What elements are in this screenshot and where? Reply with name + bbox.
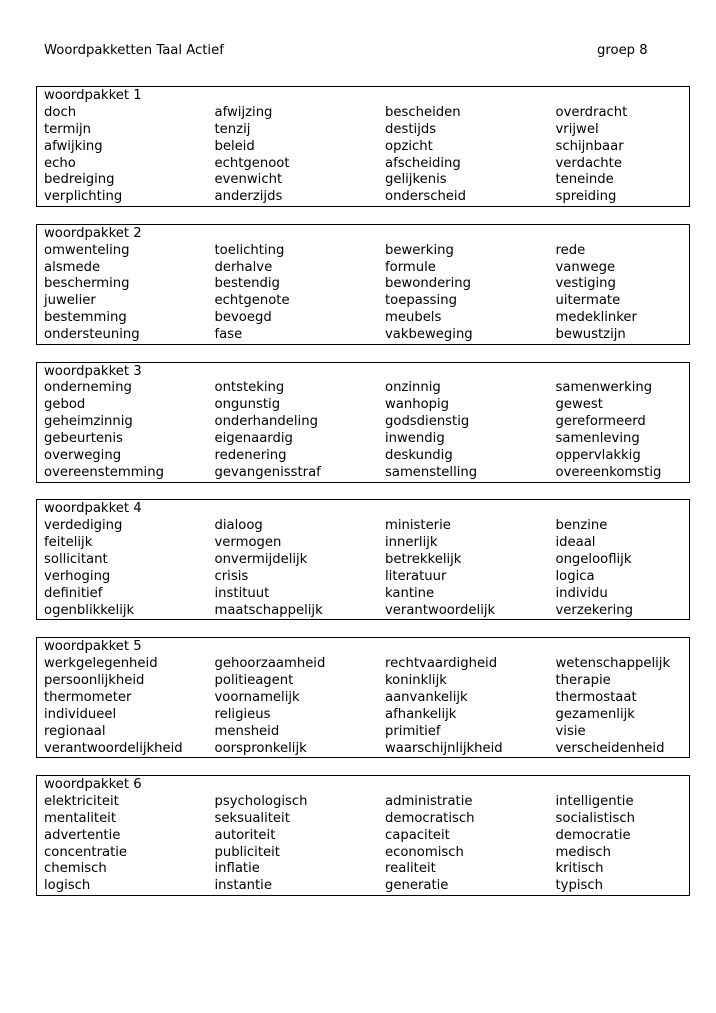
- word: voornamelijk: [214, 689, 300, 705]
- packet-title: woordpakket 4: [44, 501, 142, 517]
- word: religieus: [214, 706, 271, 722]
- word: chemisch: [44, 861, 107, 877]
- word-packet-6: [36, 775, 690, 896]
- word: toelichting: [214, 242, 285, 258]
- word: oppervlakkig: [555, 448, 641, 464]
- word: juwelier: [44, 293, 96, 309]
- word: bewondering: [385, 276, 471, 292]
- word: democratisch: [385, 810, 475, 826]
- word: bedreiging: [44, 172, 115, 188]
- word: onderhandeling: [214, 414, 318, 430]
- word: socialistisch: [555, 810, 635, 826]
- word: verdediging: [44, 518, 123, 534]
- word: alsmede: [44, 259, 101, 275]
- word: bestendig: [214, 276, 280, 292]
- word: crisis: [214, 568, 249, 584]
- word: afscheiding: [385, 155, 461, 171]
- word: gehoorzaamheid: [214, 656, 326, 672]
- word: verdachte: [555, 155, 622, 171]
- word: echtgenoot: [214, 155, 290, 171]
- word: bevoegd: [214, 310, 272, 326]
- word: aanvankelijk: [385, 689, 468, 705]
- word: tenzij: [214, 121, 251, 137]
- word: thermometer: [44, 689, 132, 705]
- word: oorspronkelijk: [214, 740, 307, 756]
- word: gevangenisstraf: [214, 464, 321, 480]
- word: mentaliteit: [44, 810, 117, 826]
- word: gewest: [555, 397, 603, 413]
- word: logica: [555, 568, 595, 584]
- word: gelijkenis: [385, 172, 447, 188]
- word: samenstelling: [385, 464, 478, 480]
- word: gereformeerd: [555, 414, 646, 430]
- word: verplichting: [44, 189, 123, 205]
- word: ongunstig: [214, 397, 281, 413]
- word-packet-5: [36, 637, 690, 758]
- word: autoriteit: [214, 827, 276, 843]
- word: toepassing: [385, 293, 457, 309]
- word: rede: [555, 242, 586, 258]
- packet-title: woordpakket 3: [44, 363, 142, 379]
- word: onvermijdelijk: [214, 552, 308, 568]
- word: werkgelegenheid: [44, 656, 158, 672]
- word: primitief: [385, 723, 441, 739]
- packet-title: woordpakket 1: [44, 88, 142, 103]
- word: verzekering: [555, 602, 633, 618]
- word: kritisch: [555, 861, 604, 877]
- word: opzicht: [385, 138, 433, 154]
- word: samenleving: [555, 431, 640, 447]
- word: democratie: [555, 827, 631, 843]
- word: medeklinker: [555, 310, 637, 326]
- word: afwijzing: [214, 104, 273, 120]
- word: ontsteking: [214, 380, 285, 396]
- word-packet-2: [36, 224, 690, 345]
- word: bescherming: [44, 276, 130, 292]
- word: onderneming: [44, 380, 132, 396]
- word: generatie: [385, 878, 449, 894]
- word: ministerie: [385, 518, 451, 534]
- document-title: Woordpakketten Taal Actief: [44, 43, 224, 58]
- word: overeenkomstig: [555, 464, 662, 480]
- word: spreiding: [555, 189, 617, 205]
- word: ongelooflijk: [555, 552, 632, 568]
- word: teneinde: [555, 172, 614, 188]
- word: logisch: [44, 878, 91, 894]
- word: bestemming: [44, 310, 127, 326]
- word: samenwerking: [555, 380, 653, 396]
- word: economisch: [385, 844, 464, 860]
- word: deskundig: [385, 448, 453, 464]
- word-grid: [44, 794, 689, 895]
- word: psychologisch: [214, 793, 308, 809]
- word: echtgenote: [214, 293, 290, 309]
- word: capaciteit: [385, 827, 450, 843]
- word: termijn: [44, 121, 92, 137]
- word: individu: [555, 585, 608, 601]
- word: wetenschappelijk: [555, 656, 671, 672]
- word: medisch: [555, 844, 611, 860]
- word: individueel: [44, 706, 117, 722]
- word: doch: [44, 104, 77, 120]
- word: echo: [44, 155, 76, 171]
- word: typisch: [555, 878, 603, 894]
- word: waarschijnlijkheid: [385, 740, 503, 756]
- word: thermostaat: [555, 689, 637, 705]
- word: sollicitant: [44, 552, 108, 568]
- word-grid: [44, 380, 689, 481]
- word: derhalve: [214, 259, 273, 275]
- word: beleid: [214, 138, 255, 154]
- word: evenwicht: [214, 172, 283, 188]
- word: uitermate: [555, 293, 621, 309]
- word: afwijking: [44, 138, 103, 154]
- word: therapie: [555, 672, 611, 688]
- word: benzine: [555, 518, 608, 534]
- word: gebeurtenis: [44, 431, 123, 447]
- word: administratie: [385, 793, 473, 809]
- word: advertentie: [44, 827, 121, 843]
- word: koninklijk: [385, 672, 447, 688]
- word: gezamenlijk: [555, 706, 635, 722]
- word: vakbeweging: [385, 327, 473, 343]
- group-label: groep 8: [597, 43, 648, 58]
- word-packets-list: [36, 86, 690, 913]
- packet-title: woordpakket 5: [44, 639, 142, 655]
- word: inwendig: [385, 431, 445, 447]
- word: wanhopig: [385, 397, 450, 413]
- word: elektriciteit: [44, 793, 119, 809]
- word: concentratie: [44, 844, 128, 860]
- word-grid: [44, 518, 689, 619]
- word: overeenstemming: [44, 464, 164, 480]
- word: anderzijds: [214, 189, 283, 205]
- word-grid: [44, 105, 689, 206]
- word: onderscheid: [385, 189, 466, 205]
- word: mensheid: [214, 723, 280, 739]
- word-packet-4: [36, 499, 690, 620]
- word: fase: [214, 327, 243, 343]
- word: omwenteling: [44, 242, 130, 258]
- word: verscheidenheid: [555, 740, 665, 756]
- packet-title: woordpakket 6: [44, 776, 142, 792]
- word: verhoging: [44, 568, 111, 584]
- word: regionaal: [44, 723, 106, 739]
- word: schijnbaar: [555, 138, 624, 154]
- word: bewustzijn: [555, 327, 626, 343]
- word: formule: [385, 259, 436, 275]
- word: geheimzinnig: [44, 414, 133, 430]
- word: meubels: [385, 310, 442, 326]
- word: definitief: [44, 585, 103, 601]
- word: verantwoordelijkheid: [44, 740, 183, 756]
- word: overweging: [44, 448, 122, 464]
- word: realiteit: [385, 861, 436, 877]
- word: ondersteuning: [44, 327, 140, 343]
- word: intelligentie: [555, 793, 634, 809]
- word: instituut: [214, 585, 270, 601]
- word: afhankelijk: [385, 706, 457, 722]
- word: verantwoordelijk: [385, 602, 496, 618]
- word: publiciteit: [214, 844, 280, 860]
- word: persoonlijkheid: [44, 672, 145, 688]
- word: onzinnig: [385, 380, 441, 396]
- word: maatschappelijk: [214, 602, 323, 618]
- word: vrijwel: [555, 121, 599, 137]
- word-grid: [44, 656, 689, 757]
- word: bewerking: [385, 242, 454, 258]
- word: destijds: [385, 121, 437, 137]
- word: literatuur: [385, 568, 447, 584]
- packet-title: woordpakket 2: [44, 225, 142, 241]
- word: redenering: [214, 448, 287, 464]
- word: inflatie: [214, 861, 260, 877]
- word-packet-3: [36, 362, 690, 483]
- word: rechtvaardigheid: [385, 656, 498, 672]
- word: politieagent: [214, 672, 294, 688]
- word: eigenaardig: [214, 431, 293, 447]
- word: vermogen: [214, 535, 282, 551]
- word-packet-1: [36, 86, 690, 207]
- word-grid: [44, 243, 689, 344]
- word: betrekkelijk: [385, 552, 462, 568]
- word: visie: [555, 723, 586, 739]
- word: instantie: [214, 878, 272, 894]
- word: vestiging: [555, 276, 616, 292]
- word: innerlijk: [385, 535, 438, 551]
- word: dialoog: [214, 518, 263, 534]
- word: seksualiteit: [214, 810, 290, 826]
- word: ideaal: [555, 535, 596, 551]
- word: feitelijk: [44, 535, 93, 551]
- word: godsdienstig: [385, 414, 470, 430]
- word: bescheiden: [385, 104, 461, 120]
- word: ogenblikkelijk: [44, 602, 135, 618]
- word: kantine: [385, 585, 435, 601]
- word: vanwege: [555, 259, 616, 275]
- word: gebod: [44, 397, 86, 413]
- word: overdracht: [555, 104, 628, 120]
